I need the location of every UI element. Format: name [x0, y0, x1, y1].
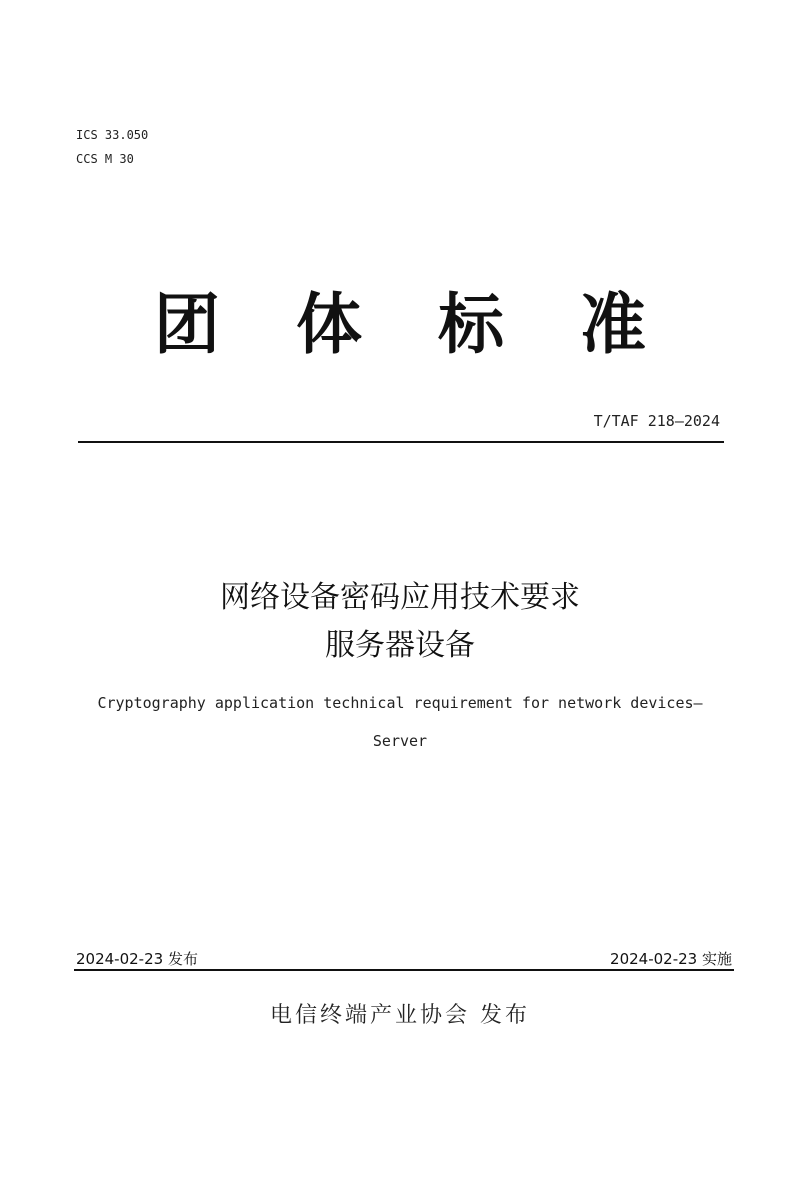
top-divider	[78, 441, 724, 443]
title-english-line-1: Cryptography application technical requirement for network devices—	[97, 694, 703, 712]
ics-code: ICS 33.050	[76, 128, 149, 142]
issue-date: 2024-02-23 发布	[76, 950, 198, 968]
title-chinese-line-2: 服务器设备	[325, 628, 475, 663]
standard-type-heading: 团体标准	[154, 286, 722, 363]
standard-number: T/TAF 218—2024	[593, 412, 720, 430]
title-english-line-2: Server	[372, 732, 428, 750]
publisher: 电信终端产业协会 发布	[270, 1003, 530, 1028]
bottom-divider	[74, 969, 734, 971]
ccs-code: CCS M 30	[76, 152, 134, 166]
implementation-date: 2024-02-23 实施	[610, 950, 732, 968]
title-chinese-line-1: 网络设备密码应用技术要求	[220, 580, 580, 615]
